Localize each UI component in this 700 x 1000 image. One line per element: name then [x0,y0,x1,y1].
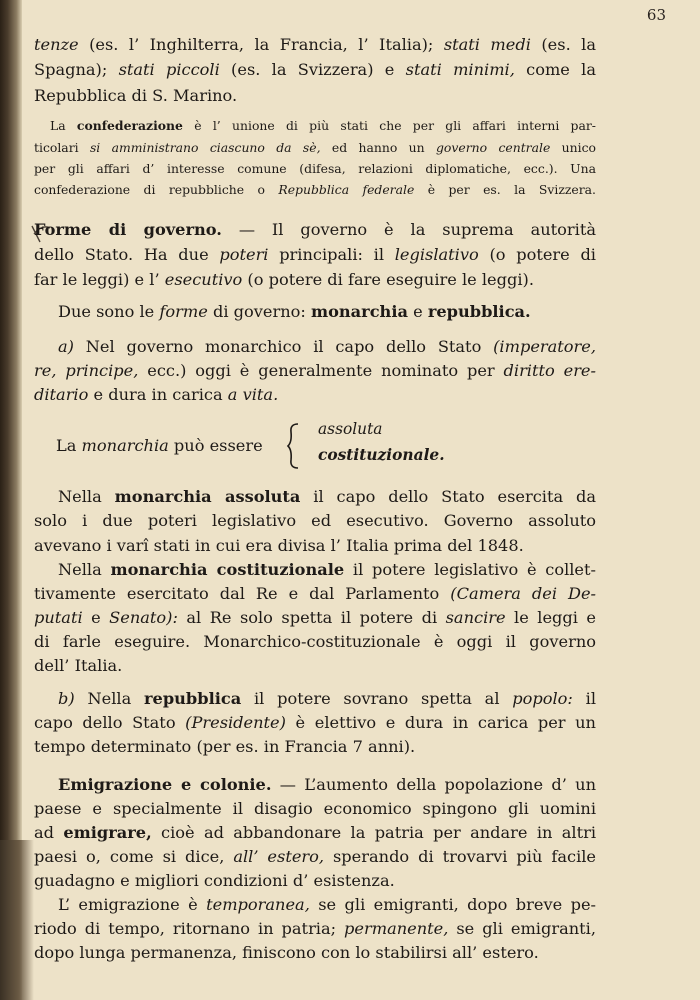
text-run: il capo dello Stato esercita da [300,487,596,506]
forme-governo-line [34,222,596,238]
monarchia-option-assoluta: assoluta [318,420,383,438]
monarchia-types [56,420,476,470]
confederazione-note-line [50,120,596,132]
intro-line [34,62,596,78]
text-run: a) [58,337,74,356]
text-run: tenze [34,35,79,54]
monarchico-line [58,339,596,355]
text-run: governo centrale [436,140,551,155]
text-run: (es. la [530,35,596,54]
text-run: il potere sovrano spetta al [241,689,513,708]
costituzionale-line [34,658,596,674]
text-run: Nella [58,487,115,506]
text-run: sperando di trovarvi più facile [324,847,596,866]
text-run: come la [514,60,596,79]
text-run: avevano i varî stati in cui era divisa l’ Italia prima del 1848. [34,536,524,555]
text-run: tempo determinato (per es. in Francia 7 anni). [34,737,416,756]
text-run: — L’aumento della popolazione d’ un [271,775,596,794]
text-run: e [82,608,110,627]
text-run: riodo di tempo, ritornano in patria; [34,919,345,938]
text-run: putati [34,608,83,627]
text-run: sancire [445,608,506,627]
text-run: paese e specialmente il disagio economico spingono gli uomini [34,799,596,818]
text-run: di governo: [207,302,311,321]
text-run: Repubblica federale [278,182,415,197]
text-run: le leggi e [505,608,596,627]
monarchia-types-label [56,436,263,455]
text-run: guadagno e migliori condizioni d’ esistenza. [34,871,395,890]
emigrazione-line [34,873,596,889]
text-run: è elettivo e dura in carica per un [285,713,596,732]
text-run: e [407,302,428,321]
assoluta-line [58,489,596,505]
monarchico-line [34,387,596,403]
text-run: Nel governo monarchico il capo dello Stato [73,337,494,356]
text-run: Senato): [109,608,178,627]
text-run: capo dello Stato [34,713,186,732]
text-run: dell’ Italia. [34,656,123,675]
confederazione-note-line [34,163,596,175]
text-run: solo i due poteri legislativo ed esecutivo. Governo assoluto [34,511,596,530]
text-run: confederazione di repubbliche o [34,182,279,197]
emigrazione-line [34,825,596,841]
confederazione-note-line [34,184,596,196]
costituzionale-line [34,634,596,650]
text-run: ecc.) oggi è generalmente nominato per [138,361,504,380]
repubblica-line [34,715,596,731]
text-run: esecutivo [164,270,243,289]
text-run: è l’ unione di più stati che per gli affari interni par- [182,118,596,133]
text-run: il potere legislativo è collet- [344,560,596,579]
text-run: Nella [74,689,145,708]
text-run: stati minimi, [405,60,515,79]
text-run: b) [58,689,75,708]
curly-brace-icon [284,422,304,470]
temporanea-line [34,945,596,961]
due-forme-line [58,304,596,320]
binding-shadow [0,840,34,1000]
temporanea-line [58,897,596,913]
label-prefix: La [56,436,82,455]
text-run: poteri [219,245,269,264]
text-run: La [50,118,77,133]
text-run: stati medi [443,35,531,54]
assoluta-line [34,513,596,529]
text-run: se gli emigranti, [448,919,596,938]
temporanea-line [34,921,596,937]
text-run: ed hanno un [320,140,436,155]
emigrazione-line [58,777,596,793]
label-term: monarchia [81,436,169,455]
text-run: Emigrazione e colonie. [58,775,272,794]
text-run: cioè ad abbandonare la patria per andare in altri [151,823,596,842]
text-run: re, principe, [34,361,139,380]
text-run: al Re solo spetta il potere di [177,608,446,627]
text-run: il [572,689,597,708]
text-run: stati piccoli [118,60,220,79]
label-suffix: può essere [168,436,263,455]
page-number: 63 [646,6,666,24]
text-run: (o potere di fare eseguire le leggi). [242,270,534,289]
text-run: far le leggi) e l’ [34,270,165,289]
emigrazione-line [34,849,596,865]
text-run: monarchia costituzionale [110,560,345,579]
costituzionale-line [34,586,596,602]
costituzionale-line [58,562,596,578]
text-run: emigrare, [63,823,152,842]
text-run: a vita. [227,385,279,404]
text-run: paesi o, come si dice, [34,847,234,866]
text-run: è per es. la Svizzera. [414,182,596,197]
text-run: Spagna); [34,60,119,79]
assoluta-line [34,538,596,554]
forme-governo-line [34,247,596,263]
repubblica-line [34,739,596,755]
text-run: legislativo [394,245,479,264]
text-run: (Presidente) [185,713,286,732]
text-run: diritto ere- [503,361,596,380]
text-run: forme [159,302,208,321]
text-run: Nella [58,560,111,579]
text-run: si amministrano ciascuno da sè, [89,140,321,155]
text-run: tivamente esercitato dal Re e dal Parlamento [34,584,451,603]
forme-governo-line [34,272,596,288]
text-run: (es. l’ Inghilterra, la Francia, l’ Italia); [78,35,444,54]
text-run: permanente, [344,919,449,938]
emigrazione-line [34,801,596,817]
text-run: repubblica. [427,302,531,321]
text-run: confederazione [76,118,183,133]
costituzionale-line [34,610,596,626]
text-run: temporanea, [206,895,310,914]
text-run: (o potere di [478,245,596,264]
confederazione-note-line [34,142,596,154]
text-run: (es. la Svizzera) e [219,60,406,79]
text-run: unico [550,140,596,155]
text-run: monarchia [310,302,408,321]
text-run: Repubblica di S. Marino. [34,86,238,105]
text-run: principali: il [268,245,395,264]
text-run: e dura in carica [88,385,228,404]
text-run: popolo: [512,689,573,708]
monarchico-line [34,363,596,379]
intro-line [34,88,596,104]
text-run: monarchia assoluta [114,487,301,506]
text-run: (imperatore, [493,337,596,356]
text-run: per gli affari d’ interesse comune (difesa, relazioni diplomatiche, ecc.). Una [34,161,596,176]
text-run: (Camera dei De- [450,584,596,603]
text-run: dopo lunga permanenza, finiscono con lo stabilirsi all’ estero. [34,943,539,962]
text-run: repubblica [144,689,242,708]
monarchia-option-costituzionale: costituzionale. [318,446,445,464]
text-run: ad [34,823,64,842]
repubblica-line [58,691,596,707]
text-run: all’ estero, [233,847,325,866]
text-run: ticolari [34,140,90,155]
text-run: se gli emigranti, dopo breve pe- [309,895,596,914]
text-run: di farle eseguire. Monarchico-costituzionale è oggi il governo [34,632,596,651]
text-run: L’ emigrazione è [58,895,207,914]
intro-line [34,37,596,53]
text-run: ditario [34,385,89,404]
text-run: — Il governo è la suprema autorità [221,220,596,239]
text-run: dello Stato. Ha due [34,245,220,264]
text-run: Due sono le [58,302,160,321]
text-run: Forme di governo. [34,220,222,239]
